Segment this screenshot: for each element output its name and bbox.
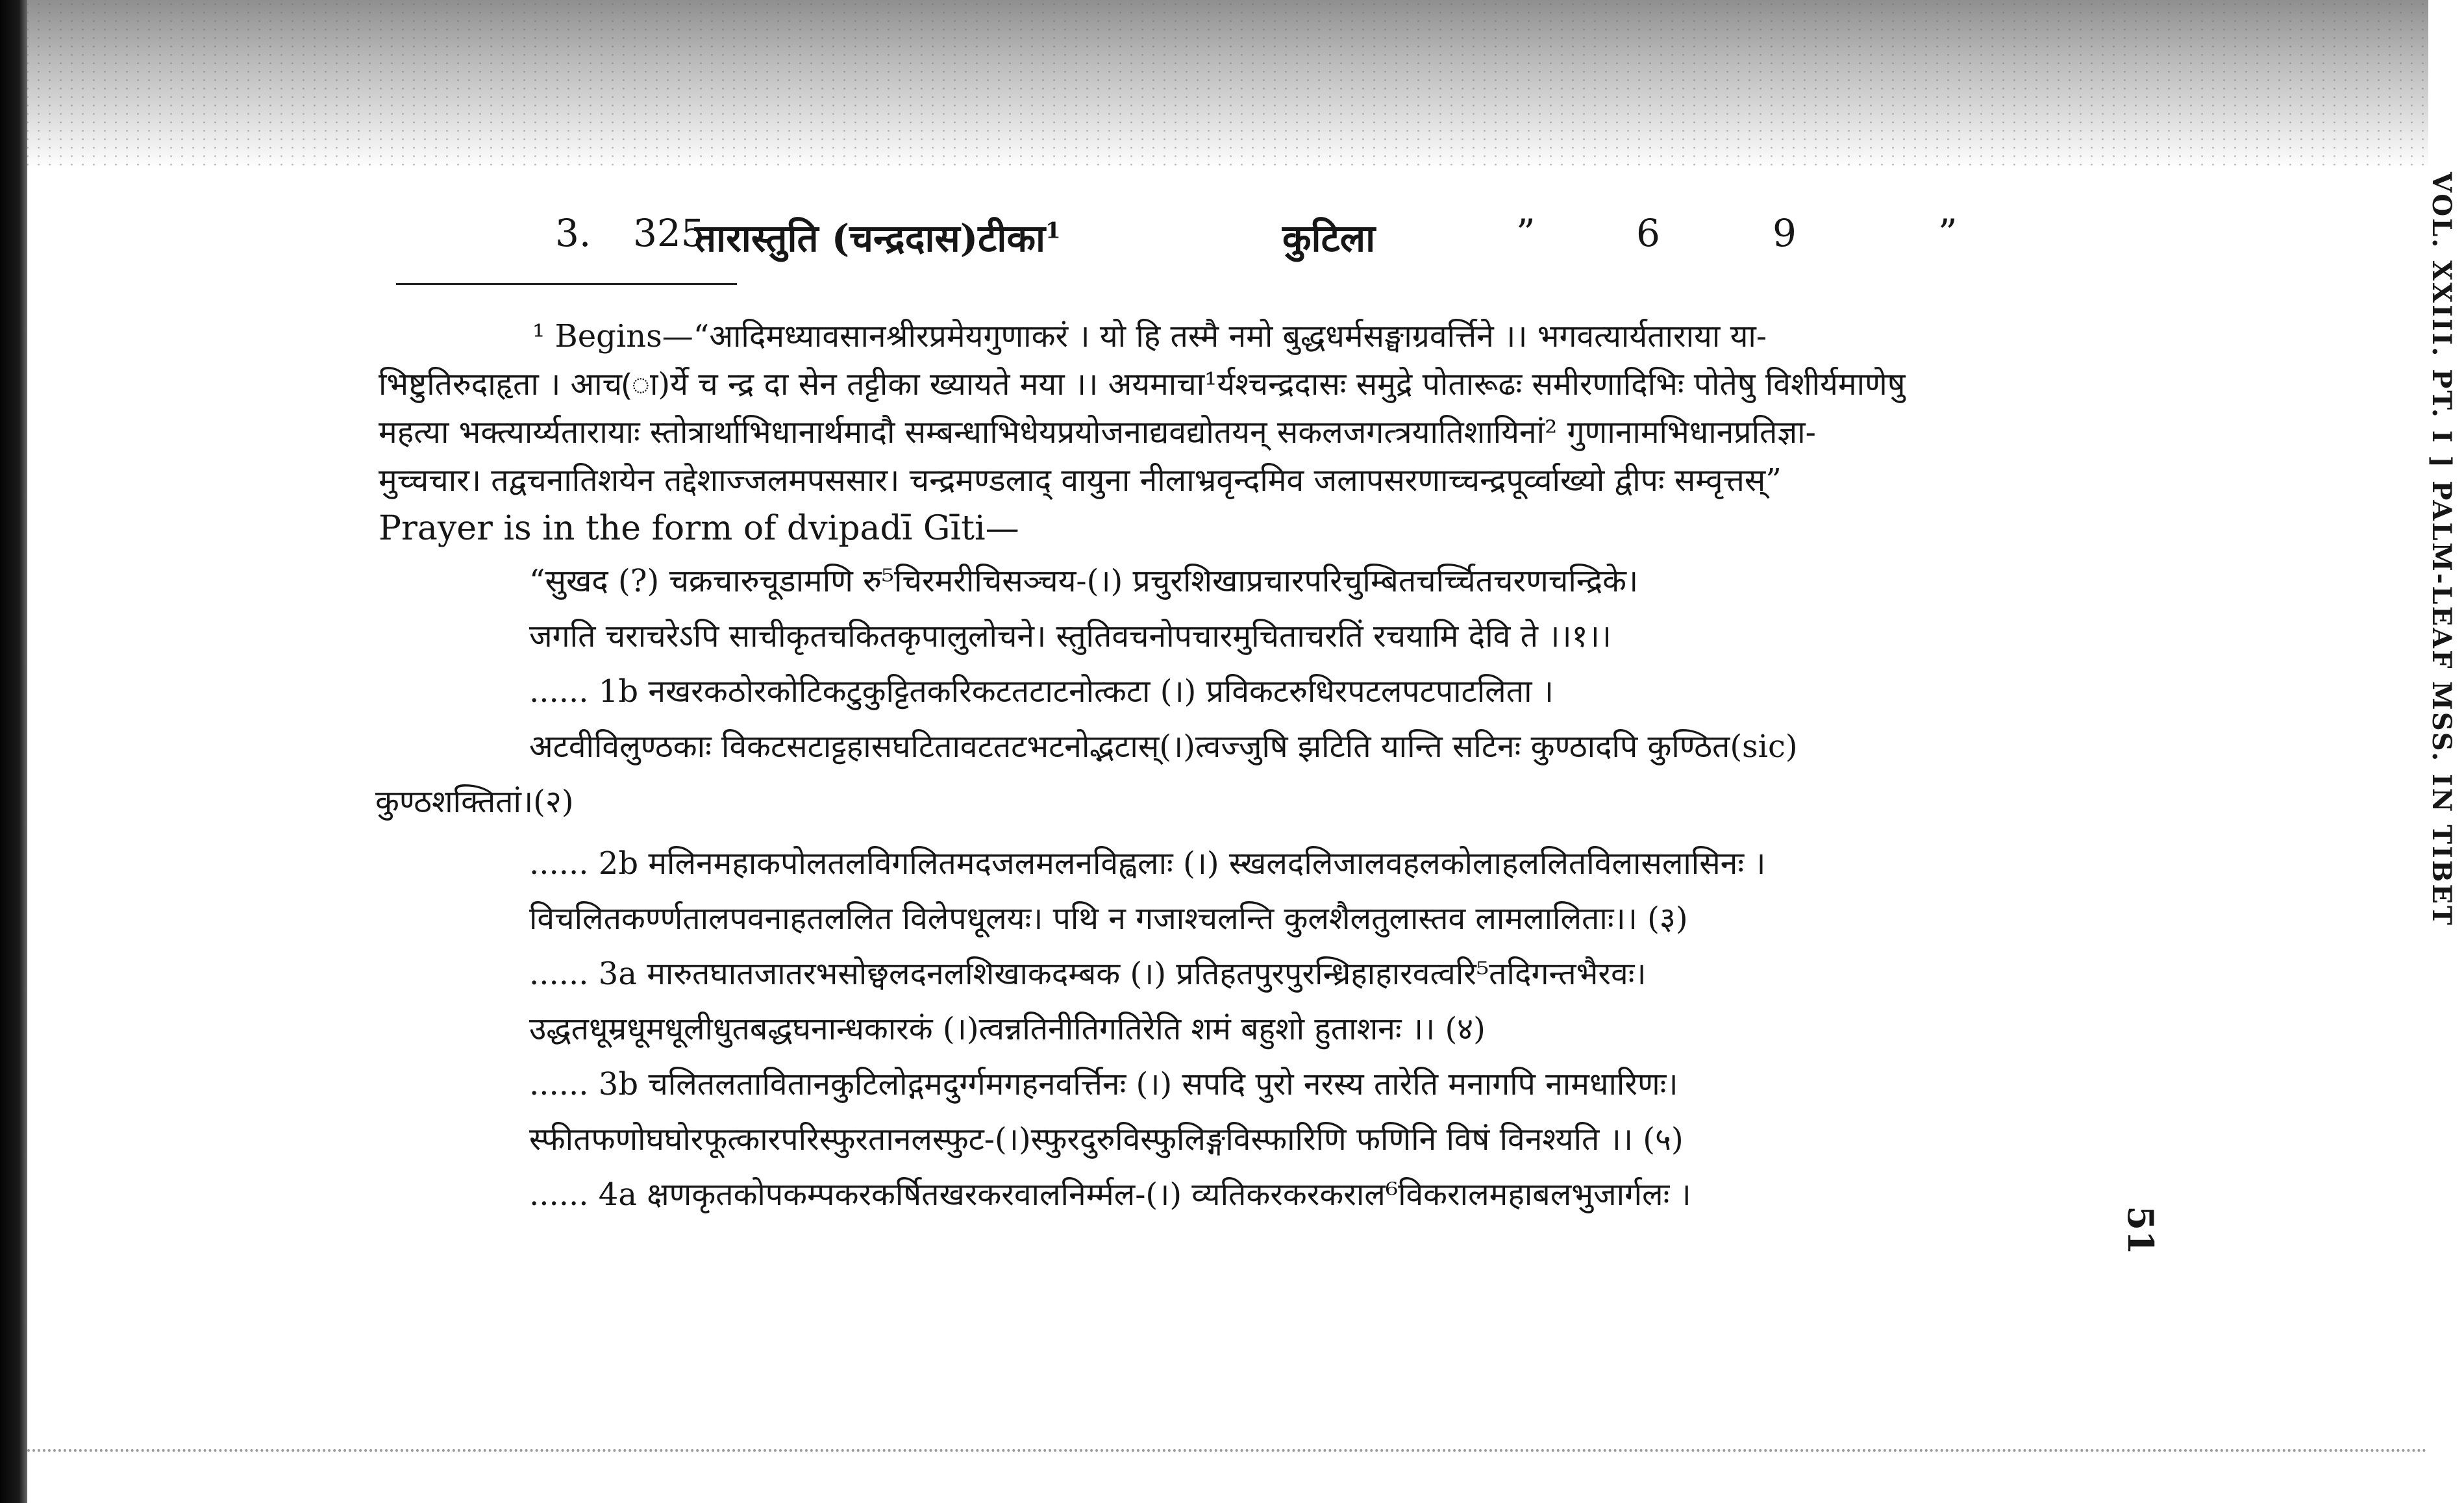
- entry-title: [695, 211, 1061, 262]
- footnote-line: भिष्टुतिरुदाहृता । आच(ा)र्ये च न्द्र दा सेन तट्टीका ख्यायते मया ।। अयमाचा¹र्यश्चन्द्रदासः समुद्रे पोतारूढः समीरणादिभिः पोतेषु विशीर्यमाणेषु: [379, 366, 1906, 403]
- footnote-line: ¹ Begins—“आदिमध्यावसानश्रीरप्रमेयगुणाकरं । यो हि तस्मै नमो बुद्धधर्मसङ्घाग्रवर्त्तिने ।। भगवत्यार्यताराया या-: [532, 318, 1767, 354]
- verse-line: स्फीतफणोघघोरफूत्कारपरिस्फुरतानलस्फुट-(।)स्फुरदुरुविस्फुलिङ्गविस्फारिणि फणिनि विषं विनश्यति ।। (५): [529, 1121, 1684, 1158]
- scan-edge-bottom: [27, 1449, 2428, 1452]
- verse-line: उद्धतधूम्रधूमधूलीधुतबद्धघनान्धकारकं (।)त्वन्नतिनीतिगतिरेति शमं बहुशो हुताशनः ।। (४): [529, 1011, 1486, 1047]
- entry-leaves: 6: [1636, 211, 1660, 255]
- verse-line: जगति चराचरेऽपि साचीकृतचकितकृपालुलोचने। स्तुतिवचनोपचारमुचिताचरतिं रचयामि देवि ते ।।१।।: [529, 618, 1612, 654]
- verse-line: ...... 4a क्षणकृतकोपकम्पकरकर्षितखरकरवालनिर्म्मल-(।) व्यतिकरकरकराल⁶विकरालमहाबलभुजार्गलः ।: [529, 1176, 1691, 1213]
- footnote-rule: [396, 283, 737, 285]
- entry-note-mark: 1: [1045, 217, 1061, 244]
- verse-line: “सुखद (?) चक्रचारुचूडामणि रु⁵चिरमरीचिसञ्चय-(।) प्रचुरशिखाप्रचारपरिचुम्बितचर्च्चितचरणचन्द्रिके।: [529, 563, 1639, 599]
- footnote-line-english: Prayer is in the form of dvipadī Gīti—: [379, 509, 1019, 548]
- verse-line: विचलितकर्ण्णतालपवनाहतललित विलेपधूलयः। पथि न गजाश्चलन्ति कुलशैलतुलास्तव लामलालिताः।। (३): [529, 901, 1688, 937]
- verse-line: कुण्ठशक्तितां।(२): [375, 784, 574, 820]
- entry-script: कुटिला: [1282, 216, 1376, 260]
- entry-ditto: ”: [1516, 211, 1536, 255]
- verse-line: ...... 3b चलितलतावितानकुटिलोद्गमदुर्ग्गमगहनवर्त्तिनः (।) सपदि पुरो नरस्य तारेति मनागपि नामधारिणः।: [529, 1066, 1678, 1102]
- entry-serial: 3.: [555, 211, 591, 255]
- entry-size: 9: [1773, 211, 1797, 255]
- scan-shadow-top: [0, 0, 2428, 169]
- verse-line: ...... 3a मारुतघातजातरभसोछ्वलदनलशिखाकदम्बक (।) प्रतिहतपुरपुरन्ध्रिहाहारवत्वरि⁵तदिगन्तभैरवः।: [529, 956, 1647, 992]
- footnote-line: महत्या भक्त्यार्य्यतारायाः स्तोत्रार्थाभिधानार्थमादौ सम्बन्धाभिधेयप्रयोजनाद्यवद्योतयन् सकलजगत्त्रयातिशायिनां² गुणानामभिधानप्रतिज्ञा-: [379, 414, 1816, 451]
- verse-line: ...... 2b मलिनमहाकपोलतलविगलितमदजलमलनविह्वलाः (।) स्खलदलिजालवहलकोलाहललितविलासलासिनः ।: [529, 845, 1766, 882]
- catalogue-entry: [0, 211, 2428, 276]
- entry-title-text: तारास्तुति (चन्द्रदास)टीका: [695, 216, 1046, 260]
- verse-line: अटवीविलुण्ठकाः विकटसटाट्टहासघटितावटतटभटनोद्भटास्(।)त्वज्जुषि झटिति यान्ति सटिनः कुण्ठादपि कुण्ठित(sic): [529, 728, 1798, 765]
- entry-ditto: ”: [1938, 211, 1958, 255]
- page-number: 51: [2120, 1206, 2161, 1255]
- footnote-line: मुच्चचार। तद्वचनातिशयेन तद्देशाज्जलमपससार। चन्द्रमण्डलाद् वायुना नीलाभ्रवृन्दमिव जलापसरणाच्चन्द्रपूर्व्वाख्यो द्वीपः सम्वृत्तस्”: [379, 462, 1782, 499]
- verse-line: ...... 1b नखरकठोरकोटिकटुकुट्टितकरिकटतटाटनोत्कटा (।) प्रविकटरुधिरपटलपटपाटलिता ।: [529, 673, 1554, 710]
- entry-number: 325.: [633, 211, 717, 255]
- running-title: VOL. XXIII. PT. I ] PALM-LEAF MSS. IN TIBET: [2426, 172, 2457, 927]
